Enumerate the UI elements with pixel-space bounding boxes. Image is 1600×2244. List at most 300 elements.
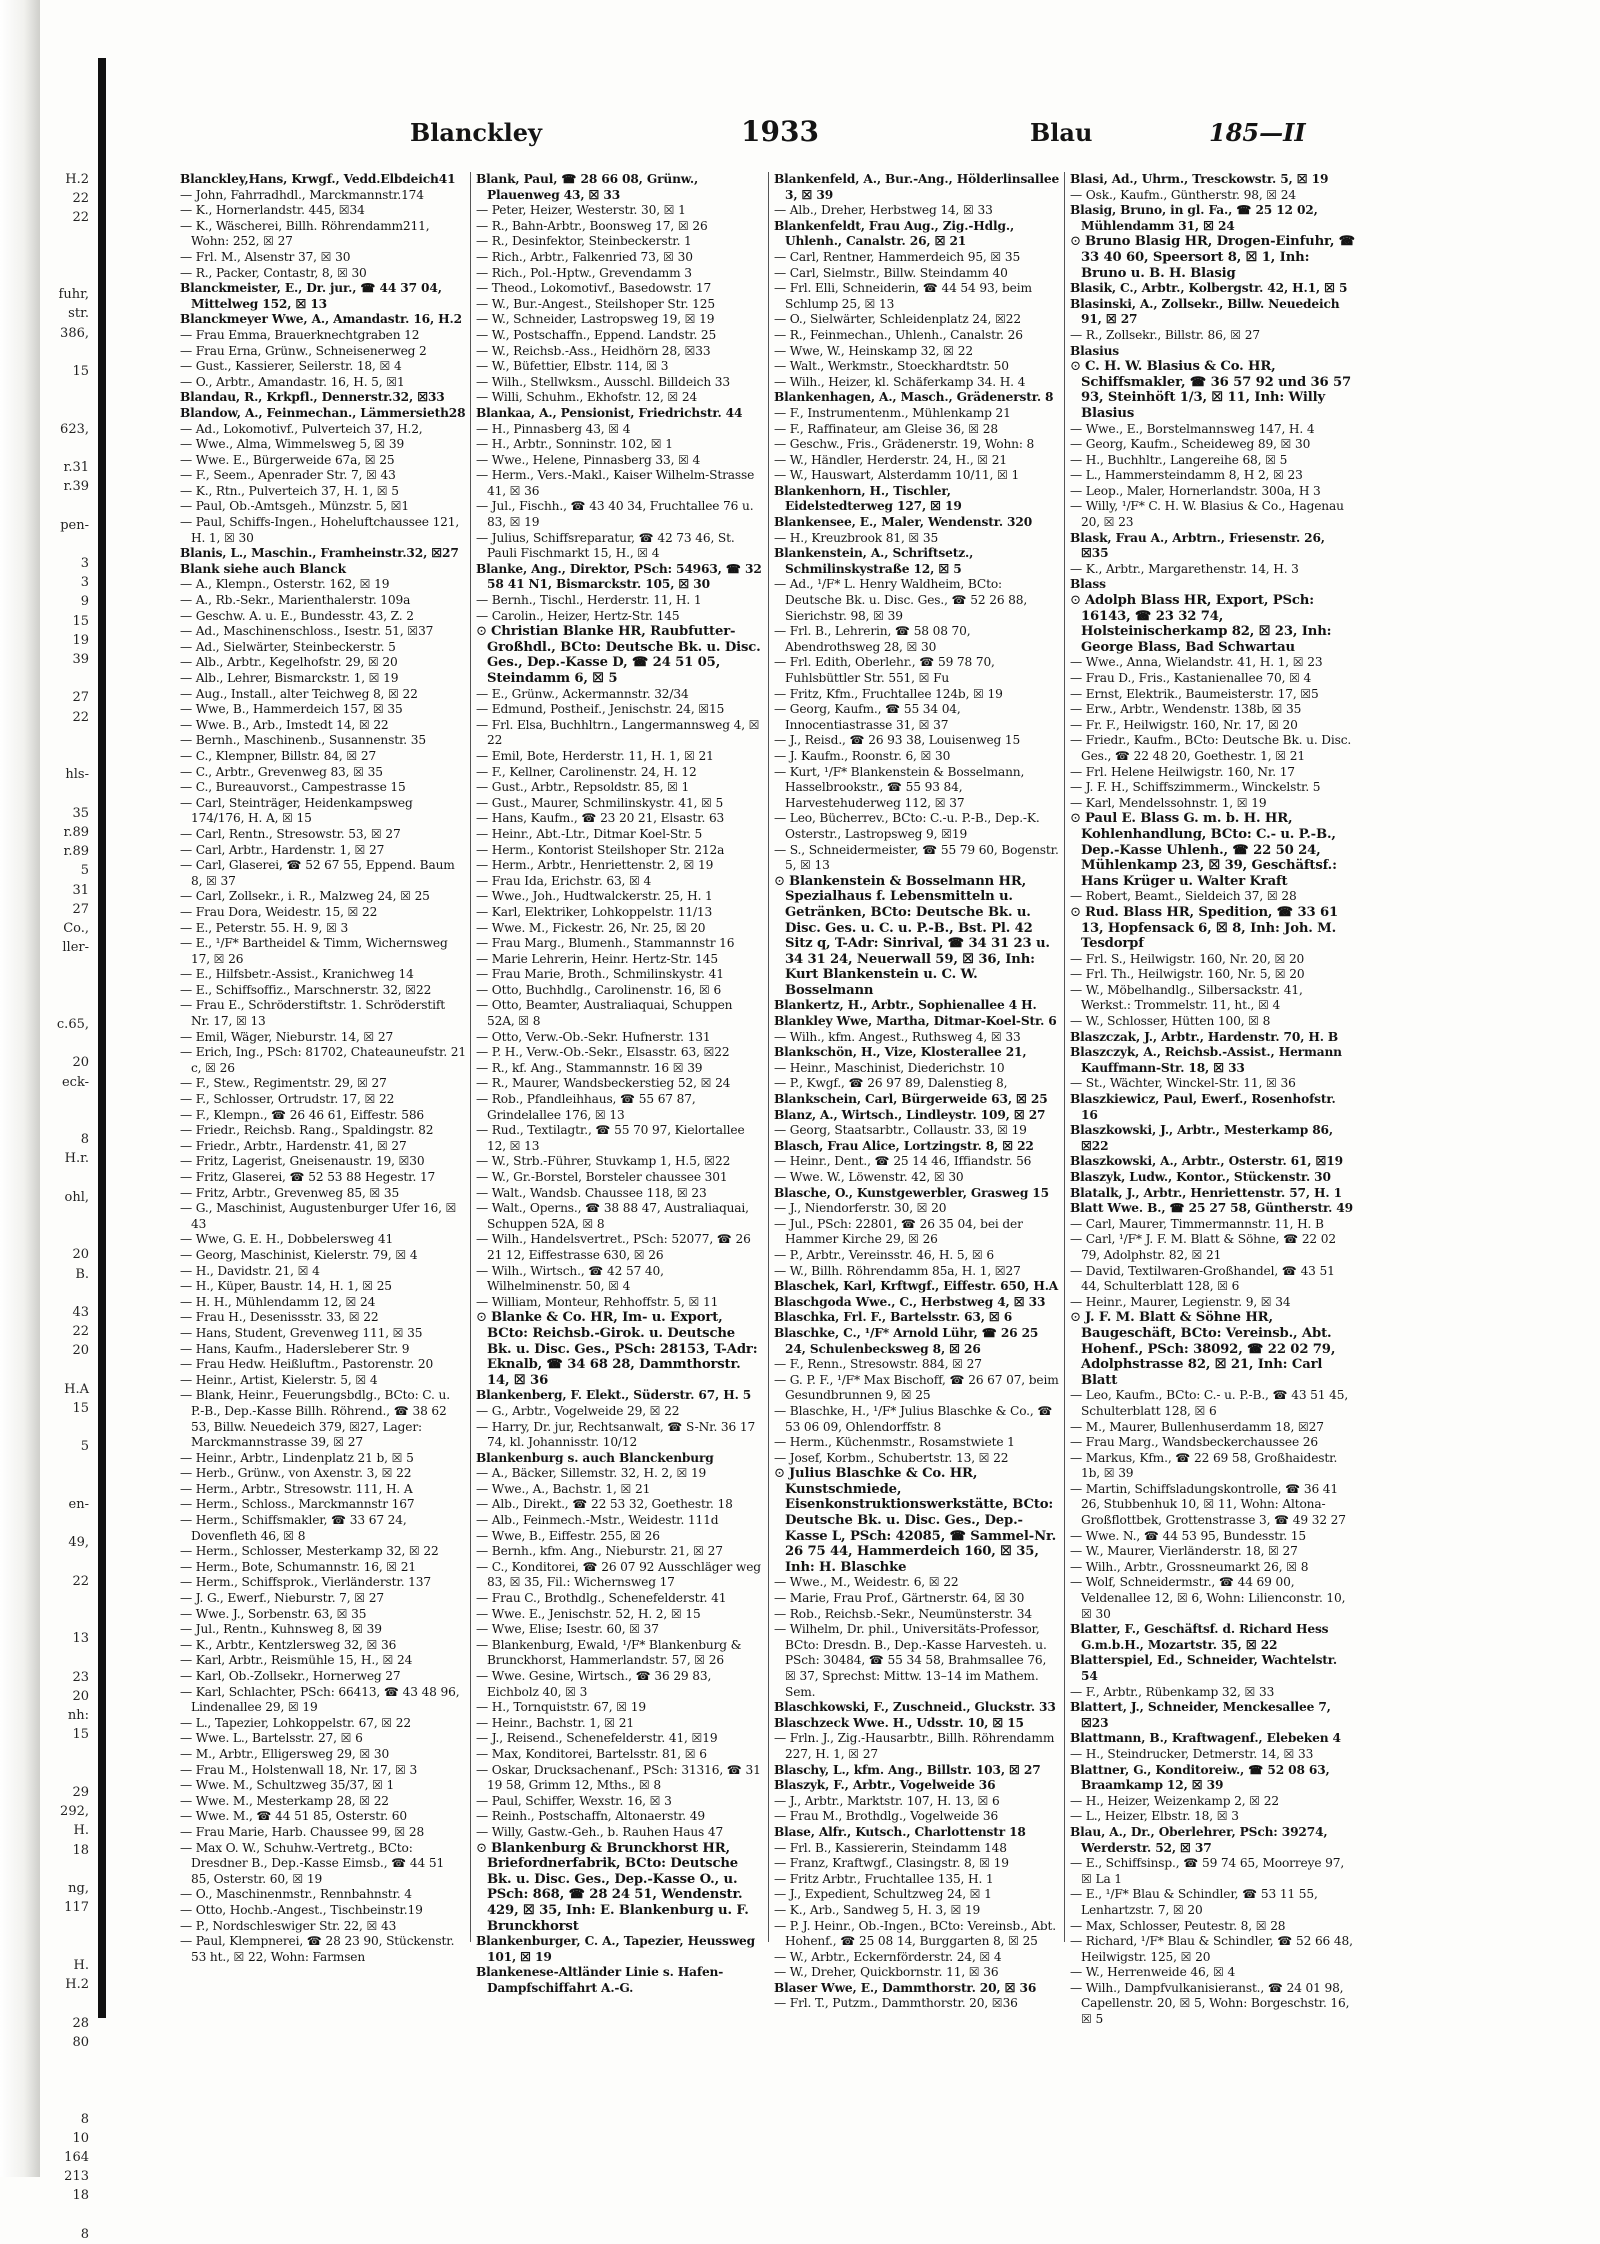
directory-entry: — Fritz, Lagerist, Gneisenaustr. 19, ☒30 — [180, 1154, 425, 1169]
column-divider — [470, 172, 471, 1942]
directory-entry: — Georg, Kaufm., ☎ 55 34 04, Innocentiastrasse 31, ☒ 37 — [774, 702, 961, 732]
firm-entry: ⊙ J. F. M. Blatt & Söhne HR, Baugeschäft, BCto: Vereinsb., Abt. Hohenf., PSch: 38092, ☎ 22 02 79, Adolphstrasse 82, ☒ 21, Inh: Carl Blatt — [1070, 1310, 1356, 1388]
directory-entry: — R., Maurer, Wandsbeckerstieg 52, ☒ 24 — [476, 1076, 731, 1091]
directory-entry: — Carl, Glaserei, ☎ 52 67 55, Eppend. Baum 8, ☒ 37 — [180, 858, 455, 888]
directory-entry: — Frau Ida, Erichstr. 63, ☒ 4 — [476, 873, 652, 888]
directory-entry: — Jul., PSch: 22801, ☎ 26 35 04, bei der Hammer Kirche 29, ☒ 26 — [774, 1216, 1023, 1247]
directory-entry: — Carl, Arbtr., Hardenstr. 1, ☒ 27 — [180, 842, 385, 857]
surname-entry: Blaschzeck Wwe. H., Udsstr. 10, ☒ 15 — [774, 1715, 1024, 1730]
left-page-fragment: 39 — [72, 652, 89, 668]
directory-entry: — Wilhelm, Dr. phil., Universitäts-Professor, BCto: Dresdn. B., Dep.-Kasse Harvesteh. u. PSch: 30484, ☎ 55 34 58, Brahmsallee 76, ☒ 37, Sprechst: Mittw. 13–14 im Mathem. Sem. — [774, 1622, 1047, 1699]
directory-entry: — Wwe., Joh., Hudtwalckerstr. 25, H. 1 — [476, 889, 713, 904]
column-3 — [774, 172, 1060, 2011]
firm-entry: ⊙ Blankenstein & Bosselmann HR, Spezialhaus f. Lebensmitteln u. Getränken, BCto: Deutsche Bk. u. Disc. Ges. u. C. u. P.-B., Bst. Pl. 42 Sitz q, T-Adr: Sinrival, ☎ 34 31 23 u. 34 31 24, Neuerwall 59, ☒ 36, Inh: Kurt Blankenstein u. C. W. Bosselmann — [774, 874, 1060, 999]
left-page-fragment: c.65, — [56, 1016, 89, 1032]
directory-entry: — Frau Dora, Weidestr. 15, ☒ 22 — [180, 904, 378, 919]
directory-entry: — Herm., Vers.-Makl., Kaiser Wilhelm-Strasse 41, ☒ 36 — [476, 468, 755, 498]
directory-entry: — F., Klempn., ☎ 26 46 61, Eiffestr. 586 — [180, 1107, 425, 1122]
left-page-fragment: Co., — [63, 920, 89, 936]
directory-entry: — Wilh., Dampfvulkanisieranst., ☎ 24 01 98, Capellenstr. 20, ☒ 5, Wohn: Borgeschstr. 16, ☒ 5 — [1070, 1980, 1350, 2027]
directory-entry: — E., ¹/F* Blau & Schindler, ☎ 53 11 55, Lenhartzstr. 7, ☒ 20 — [1070, 1887, 1318, 1917]
left-page-fragment — [0, 247, 95, 266]
directory-entry: — Frau H., Desenissstr. 33, ☒ 22 — [180, 1310, 379, 1325]
surname-entry: Blaszczak, J., Arbtr., Hardenstr. 70, H. B — [1070, 1029, 1339, 1044]
directory-entry: — Herm., Schlosser, Mesterkamp 32, ☒ 22 — [180, 1544, 439, 1559]
directory-entry: — Herm., Schiffsprok., Vierländerstr. 137 — [180, 1575, 431, 1590]
directory-entry: — Hans, Kaufm., Hadersleberer Str. 9 — [180, 1341, 410, 1356]
directory-entry: — Carl, ¹/F* J. F. M. Blatt & Söhne, ☎ 22 02 79, Adolphstr. 82, ☒ 21 — [1070, 1232, 1336, 1262]
directory-entry: — Wwe., M., Weidestr. 6, ☒ 22 — [774, 1575, 959, 1590]
directory-entry: — E., Grünw., Ackermannstr. 32/34 — [476, 686, 689, 701]
directory-columns — [180, 172, 1370, 2027]
directory-entry: — Paul, Ob.-Amtsgeh., Münzstr. 5, ☒1 — [180, 499, 410, 514]
directory-entry: — Heinr., Maschinist, Diederichstr. 10 — [774, 1060, 1005, 1075]
surname-entry: Blaszkowski, J., Arbtr., Mesterkamp 86, ☒22 — [1070, 1123, 1333, 1153]
surname-entry: Blaschke, C., ¹/F* Arnold Lühr, ☎ 26 25 24, Schulenbecksweg 8, ☒ 26 — [774, 1325, 1039, 1356]
directory-entry: — P., Kwgf., ☎ 26 97 89, Dalenstieg 8, — [774, 1076, 1008, 1091]
directory-entry: — W., Möbelhandlg., Silbersackstr. 41, Werkst.: Trommelstr. 11, ht., ☒ 4 — [1070, 982, 1303, 1013]
left-page-fragment: r.39 — [63, 479, 89, 495]
directory-entry: — Wwe. M., ☎ 44 51 85, Osterstr. 60 — [180, 1809, 407, 1824]
left-page-fragment: 9 — [80, 594, 89, 610]
left-page-fragment — [0, 1764, 95, 1783]
left-page-fragment: 213 — [64, 2169, 89, 2185]
directory-entry: — Frau Marie, Broth., Schmilinskystr. 41 — [476, 967, 724, 982]
directory-entry: — Wwe. E., Bürgerweide 67a, ☒ 25 — [180, 452, 395, 467]
left-page-fragment: H.r. — [64, 1151, 89, 1167]
surname-entry: Blaszkowski, A., Arbtr., Osterstr. 61, ☒19 — [1070, 1154, 1343, 1169]
left-page-fragment: H. — [73, 1823, 89, 1839]
directory-entry: — Herm., Kontorist Steilshoper Str. 212a — [476, 842, 725, 857]
directory-entry: — W., Büfettier, Elbstr. 114, ☒ 3 — [476, 359, 669, 374]
surname-entry: Blandow, A., Feinmechan., Lämmersieth28 — [180, 405, 466, 420]
directory-entry: — Wwe. J., Sorbenstr. 63, ☒ 35 — [180, 1606, 367, 1621]
directory-entry: — Reinh., Postschaffn, Altonaerstr. 49 — [476, 1809, 705, 1824]
previous-page-fragment — [0, 170, 95, 2242]
surname-entry: Blanke, Ang., Direktor, PSch: 54963, ☎ 32 58 41 N1, Bismarckstr. 105, ☒ 30 — [476, 561, 762, 592]
directory-entry: — Max O. W., Schuhw.-Vertretg., BCto: Dresdner B., Dep.-Kasse Eimsb., ☎ 44 51 85, Osterstr. 60, ☒ 19 — [180, 1840, 445, 1886]
left-page-fragment — [0, 996, 95, 1015]
directory-entry: — M., Maurer, Bullenhuserdamm 18, ☒27 — [1070, 1419, 1324, 1434]
directory-entry: — E., Schiffsoffiz., Marschnerstr. 32, ☒22 — [180, 982, 432, 997]
directory-entry: — Herb., Grünw., von Axenstr. 3, ☒ 22 — [180, 1466, 412, 1481]
directory-entry: — C., Klempner, Billstr. 84, ☒ 27 — [180, 748, 377, 763]
directory-entry: — M., Arbtr., Elligersweg 29, ☒ 30 — [180, 1746, 390, 1761]
directory-entry: — Otto, Hochb.-Angest., Tischbeinstr.19 — [180, 1902, 423, 1917]
directory-entry: — Frau Hedw. Heißluftm., Pastorenstr. 20 — [180, 1357, 434, 1372]
left-page-fragment: hls- — [65, 767, 89, 783]
firm-entry: ⊙ Julius Blaschke & Co. HR, Kunstschmiede, Eisenkonstruktionswerkstätte, BCto: Deutsche Bk. u. Disc. Ges., Dep.-Kasse L, PSch: 42085, ☎ Sammel-Nr. 26 75 44, Hammerdeich 160, ☒ 35, Inh: H. Blaschke — [774, 1466, 1060, 1575]
surname-entry: Blasinski, A., Zollsekr., Billw. Neuedeich 91, ☒ 27 — [1070, 296, 1340, 327]
directory-entry: — Heinr., Arbtr., Lindenplatz 21 b, ☒ 5 — [180, 1450, 414, 1465]
directory-entry: — G. P. F., ¹/F* Max Bischoff, ☎ 26 67 07, beim Gesundbrunnen 9, ☒ 25 — [774, 1372, 1059, 1403]
directory-entry: — F., Arbtr., Rübenkamp 32, ☒ 33 — [1070, 1684, 1275, 1699]
surname-entry: Blankenese-Altländer Linie s. Hafen-Dampfschiffahrt A.-G. — [476, 1965, 724, 1995]
directory-entry: — Wwe. B., Arb., Imstedt 14, ☒ 22 — [180, 717, 389, 732]
directory-entry: — Carl, Sielmstr., Billw. Steindamm 40 — [774, 265, 1008, 280]
directory-entry: — Wwe, B., Hammerdeich 157, ☒ 35 — [180, 702, 403, 717]
directory-entry: — Alb., Direkt., ☎ 22 53 32, Goethestr. 18 — [476, 1497, 733, 1512]
firm-entry: ⊙ Blanke & Co. HR, Im- u. Export, BCto: Reichsb.-Girok. u. Deutsche Bk. u. Disc. Ges., PSch: 28153, T-Adr: Eknalb, ☎ 34 68 28, Dammthorstr. 14, ☒ 36 — [476, 1310, 762, 1388]
directory-entry: — Herm., Küchenmstr., Rosamstwiete 1 — [774, 1435, 1015, 1450]
surname-entry: Blaszyk, Ludw., Kontor., Stückenstr. 30 — [1070, 1170, 1331, 1184]
column-2 — [476, 172, 762, 1995]
left-page-fragment — [0, 1649, 95, 1668]
directory-entry: — Herm., Schiffsmakler, ☎ 33 67 24, Dovenfleth 46, ☒ 8 — [180, 1513, 407, 1543]
directory-entry: — Wwe., Alma, Wimmelsweg 5, ☒ 39 — [180, 437, 405, 452]
directory-entry: — Fritz, Glaserei, ☎ 52 53 88 Hegestr. 17 — [180, 1170, 436, 1184]
directory-entry: — Blank, Heinr., Feuerungsbdlg., BCto: C. u. P.-B., Dep.-Kasse Billh. Röhrend., ☎ 38 62 53, Billw. Neuedeich 379, ☒27, Lager: Marckmannstrasse 39, ☒ 27 — [180, 1388, 450, 1450]
directory-entry: — P. H., Verw.-Ob.-Sekr., Elsasstr. 63, ☒22 — [476, 1045, 730, 1060]
directory-entry: — Ad., Sielwärter, Steinbeckerstr. 5 — [180, 639, 396, 654]
left-page-fragment — [0, 1034, 95, 1053]
surname-entry: Blasi, Ad., Uhrm., Tresckowstr. 5, ☒ 19 — [1070, 172, 1329, 186]
directory-entry: — Wilh., Handelsvertret., PSch: 52077, ☎ 26 21 12, Eiffestrasse 630, ☒ 26 — [476, 1232, 751, 1262]
left-page-fragment — [0, 957, 95, 976]
left-page-fragment: 8 — [80, 2111, 89, 2127]
left-page-fragment: 43 — [72, 1304, 89, 1320]
directory-entry: — W., Hauswart, Alsterdamm 10/11, ☒ 1 — [774, 468, 1020, 483]
left-page-fragment — [0, 1361, 95, 1380]
left-page-fragment: 5 — [80, 1439, 89, 1455]
directory-entry: — Robert, Beamt., Sieldeich 37, ☒ 28 — [1070, 889, 1297, 904]
firm-entry: ⊙ C. H. W. Blasius & Co. HR, Schiffsmakler, ☎ 36 57 92 und 36 57 93, Steinhöft 1/3, ☒ 11, Inh: Willy Blasius — [1070, 359, 1356, 421]
directory-entry: — Bernh., Tischl., Herderstr. 11, H. 1 — [476, 593, 702, 608]
left-page-fragment — [0, 228, 95, 247]
directory-entry: — Marie Lehrerin, Heinr. Hertz-Str. 145 — [476, 951, 718, 966]
left-page-fragment — [0, 727, 95, 746]
surname-entry: Blattner, G., Konditoreiw., ☎ 52 08 63, Braamkamp 12, ☒ 39 — [1070, 1762, 1330, 1793]
left-page-fragment — [0, 2052, 95, 2071]
directory-entry: — Wwe, G. E. H., Dobbelersweg 41 — [180, 1232, 394, 1247]
directory-entry: — Friedr., Arbtr., Hardenstr. 41, ☒ 27 — [180, 1138, 407, 1153]
directory-entry: — Fritz Arbtr., Fruchtallee 135, H. 1 — [774, 1871, 994, 1886]
directory-entry: — Carl, Steinträger, Heidenkampsweg 174/176, H. A, ☒ 15 — [180, 795, 413, 826]
surname-entry: Blank, Paul, ☎ 28 66 08, Grünw., Plauenweg 43, ☒ 33 — [476, 172, 699, 202]
directory-entry: — F., Instrumentenm., Mühlenkamp 21 — [774, 405, 1011, 420]
left-page-fragment: nh: — [67, 1708, 89, 1724]
left-page-fragment — [0, 439, 95, 458]
left-page-fragment: r.89 — [63, 824, 89, 840]
left-page-fragment — [0, 2090, 95, 2109]
directory-entry: — Frl. Helene Heilwigstr. 160, Nr. 17 — [1070, 764, 1295, 779]
header-last-word: Blau — [1030, 118, 1093, 147]
left-page-fragment: 117 — [64, 1900, 89, 1916]
left-page-fragment — [0, 400, 95, 419]
directory-entry: — Frau C., Brothdlg., Schenefelderstr. 41 — [476, 1591, 727, 1606]
directory-entry: — Osk., Kaufm., Güntherstr. 98, ☒ 24 — [1070, 187, 1296, 202]
left-page-fragment: 29 — [72, 1785, 89, 1801]
left-page-fragment: 18 — [72, 1842, 89, 1858]
directory-entry: — K., Wäscherei, Billh. Röhrendamm211, Wohn: 252, ☒ 27 — [180, 218, 430, 249]
left-page-fragment — [0, 1111, 95, 1130]
left-page-fragment: ller- — [62, 940, 89, 956]
directory-entry: — R., Feinmechan., Uhlenh., Canalstr. 26 — [774, 327, 1023, 342]
directory-entry: — F., Kellner, Carolinenstr. 24, H. 12 — [476, 764, 697, 779]
directory-entry: — Wilh., Wirtsch., ☎ 42 57 40, Wilhelminenstr. 50, ☒ 4 — [476, 1263, 664, 1294]
surname-entry: Blaszkiewicz, Paul, Ewerf., Rosenhofstr. 16 — [1070, 1092, 1336, 1122]
left-page-fragment: en- — [68, 1497, 89, 1513]
left-page-fragment: 164 — [64, 2149, 89, 2165]
directory-entry: — W., Dreher, Quickbornstr. 11, ☒ 36 — [774, 1965, 999, 1980]
directory-entry: — H., Arbtr., Sonninstr. 102, ☒ 1 — [476, 437, 673, 452]
directory-entry: — Herm., Arbtr., Stresowstr. 111, H. A — [180, 1481, 413, 1496]
left-page-fragment: 35 — [72, 805, 89, 821]
surname-entry: Blankenstein, A., Schriftsetz., Schmilinskystraße 12, ☒ 5 — [774, 546, 974, 576]
surname-entry: Blaschkowski, F., Zuschneid., Gluckstr. 33 — [774, 1700, 1056, 1715]
left-page-fragment — [0, 496, 95, 515]
surname-entry: Blandau, R., Krkpfl., Dennerstr.32, ☒33 — [180, 390, 445, 405]
directory-entry: — John, Fahrradhdl., Marckmannstr.174 — [180, 187, 424, 202]
left-page-fragment: 15 — [72, 1727, 89, 1743]
directory-entry: — Herm., Arbtr., Henriettenstr. 2, ☒ 19 — [476, 858, 714, 873]
directory-entry: — O., Arbtr., Amandastr. 16, H. 5, ☒1 — [180, 374, 405, 389]
directory-entry: — Fritz, Arbtr., Grevenweg 85, ☒ 35 — [180, 1185, 400, 1200]
directory-entry: — F., Renn., Stresowstr. 884, ☒ 27 — [774, 1357, 982, 1372]
left-page-fragment: 20 — [72, 1343, 89, 1359]
directory-entry: — J. G., Ewerf., Nieburstr. 7, ☒ 27 — [180, 1591, 384, 1606]
column-1 — [180, 172, 466, 1964]
directory-entry: — W., Arbtr., Eckernförderstr. 24, ☒ 4 — [774, 1949, 1002, 1964]
column-4 — [1070, 172, 1356, 2027]
directory-entry: — R., Zollsekr., Billstr. 86, ☒ 27 — [1070, 327, 1260, 342]
directory-entry: — H., Pinnasberg 43, ☒ 4 — [476, 421, 631, 436]
directory-entry: — R., kf. Ang., Stammannstr. 16 ☒ 39 — [476, 1060, 703, 1075]
surname-entry: Blankensee, E., Maler, Wendenstr. 320 — [774, 515, 1033, 530]
directory-entry: — Wwe., Helene, Pinnasberg 33, ☒ 4 — [476, 452, 701, 467]
directory-entry: — F., Raffinateur, am Gleise 36, ☒ 28 — [774, 421, 998, 436]
directory-entry: — H., Davidstr. 21, ☒ 4 — [180, 1263, 320, 1278]
directory-entry: — Franz, Kraftwgf., Clasingstr. 8, ☒ 19 — [774, 1856, 1009, 1871]
surname-entry: Blatterspiel, Ed., Schneider, Wachtelstr. 54 — [1070, 1653, 1338, 1683]
left-page-fragment — [0, 1226, 95, 1245]
directory-entry: — Wwe. Gesine, Wirtsch., ☎ 36 29 83, Eichbolz 40, ☒ 3 — [476, 1669, 712, 1699]
directory-entry: — Leo, Bücherrev., BCto: C.-u. P.-B., Dep.-K. Osterstr., Lastropsweg 9, ☒19 — [774, 811, 1040, 841]
directory-entry: — Wwe. M., Mesterkamp 28, ☒ 22 — [180, 1793, 389, 1808]
directory-entry: — W., Gr.-Borstel, Borsteler chaussee 301 — [476, 1170, 728, 1184]
left-page-fragment — [0, 1937, 95, 1956]
directory-entry: — H., Buchhltr., Langereihe 68, ☒ 5 — [1070, 452, 1288, 467]
directory-entry: — Carl, Maurer, Timmermannstr. 11, H. B — [1070, 1216, 1324, 1231]
left-page-fragment: 15 — [72, 364, 89, 380]
directory-entry: — F., Schlosser, Ortrudstr. 17, ☒ 22 — [180, 1092, 395, 1107]
left-page-fragment: 18 — [72, 2188, 89, 2204]
left-page-fragment — [0, 1092, 95, 1111]
directory-entry: — P., Arbtr., Vereinsstr. 46, H. 5, ☒ 6 — [774, 1247, 995, 1262]
left-page-fragment — [0, 746, 95, 765]
left-page-fragment: 20 — [72, 1247, 89, 1263]
directory-entry: — Gust., Kassierer, Seilerstr. 18, ☒ 4 — [180, 359, 402, 374]
surname-entry: Blaschek, Karl, Krftwgf., Eiffestr. 650, H.A — [774, 1279, 1059, 1294]
directory-entry: — Gust., Arbtr., Repsoldstr. 85, ☒ 1 — [476, 780, 690, 795]
left-page-fragment — [0, 1553, 95, 1572]
firm-entry: ⊙ Blankenburg & Brunckhorst HR, Briefordnerfabrik, BCto: Deutsche Bk. u. Disc. Ges., Dep.-Kasse O., u. PSch: 868, ☎ 28 24 51, Wendenstr. 429, ☒ 35, Inh: E. Blankenburg u. F. Brunckhorst — [476, 1841, 762, 1935]
left-page-fragment: 27 — [72, 901, 89, 917]
directory-entry: — H., Küper, Baustr. 14, H. 1, ☒ 25 — [180, 1279, 392, 1294]
surname-entry: Blankschein, Carl, Bürgerweide 63, ☒ 25 — [774, 1092, 1048, 1107]
directory-entry: — Walt., Wandsb. Chaussee 118, ☒ 23 — [476, 1185, 707, 1200]
left-page-fragment — [0, 1207, 95, 1226]
directory-entry: — Wwe, B., Eiffestr. 255, ☒ 26 — [476, 1528, 660, 1543]
directory-entry: — Carl, Rentner, Hammerdeich 95, ☒ 35 — [774, 249, 1021, 264]
directory-entry: — Richard, ¹/F* Blau & Schindler, ☎ 52 66 48, Heilwigstr. 125, ☒ 20 — [1070, 1934, 1353, 1964]
directory-entry: — Wwe. N., ☎ 44 53 95, Bundesstr. 15 — [1070, 1528, 1306, 1543]
left-page-fragment: H.2 — [65, 172, 89, 187]
directory-entry: — Jul., Fischh., ☎ 43 40 34, Fruchtallee 76 u. 83, ☒ 19 — [476, 499, 754, 530]
directory-entry: — H., Tornquiststr. 67, ☒ 19 — [476, 1700, 646, 1715]
left-page-fragment: 22 — [72, 1324, 89, 1340]
left-page-fragment: 19 — [72, 632, 89, 648]
left-page-fragment — [0, 1284, 95, 1303]
directory-entry: — W., Bur.-Angest., Steilshoper Str. 125 — [476, 296, 715, 311]
directory-entry: — Frau Emma, Brauerknechtgraben 12 — [180, 327, 420, 342]
directory-entry: — Herm., Bote, Schumannstr. 16, ☒ 21 — [180, 1559, 417, 1574]
directory-entry: — C., Bureauvorst., Campestrasse 15 — [180, 780, 406, 795]
directory-entry: — Karl, Mendelssohnstr. 1, ☒ 19 — [1070, 795, 1267, 810]
directory-entry: — K., Rtn., Pulverteich 37, H. 1, ☒ 5 — [180, 483, 399, 498]
surname-entry: Blanckmeister, E., Dr. jur., ☎ 44 37 04, Mittelweg 152, ☒ 13 — [180, 281, 442, 311]
left-page-fragment: pen- — [60, 517, 89, 533]
directory-entry: — E., Peterstr. 55. H. 9, ☒ 3 — [180, 920, 349, 935]
directory-entry: — O., Sielwärter, Schleidenplatz 24, ☒22 — [774, 312, 1021, 327]
directory-entry: — William, Monteur, Rehhoffstr. 5, ☒ 11 — [476, 1294, 719, 1309]
directory-entry: — Leop., Maler, Hornerlandstr. 300a, H 3 — [1070, 483, 1321, 498]
directory-entry: — S., Schneidermeister, ☎ 55 79 60, Bogenstr. 5, ☒ 13 — [774, 842, 1059, 873]
surname-entry: Blankertz, H., Arbtr., Sophienallee 4 H. — [774, 998, 1037, 1013]
directory-entry: — A., Rb.-Sekr., Marienthalerstr. 109a — [180, 593, 411, 608]
directory-entry: — Ernst, Elektrik., Baumeisterstr. 17, ☒5 — [1070, 686, 1319, 701]
directory-entry: — Geschw., Fris., Grädenerstr. 19, Wohn: 8 — [774, 437, 1035, 452]
directory-entry: — Karl, Arbtr., Reismühle 15, H., ☒ 24 — [180, 1653, 413, 1668]
directory-entry: — Frl. Elsa, Buchhltrn., Langermannsweg 4, ☒ 22 — [476, 717, 760, 748]
directory-entry: — Frau M., Holstenwall 18, Nr. 17, ☒ 3 — [180, 1762, 418, 1777]
directory-entry: — A., Klempn., Osterstr. 162, ☒ 19 — [180, 577, 390, 592]
directory-entry: — Harry, Dr. jur, Rechtsanwalt, ☎ S-Nr. 36 17 74, kl. Johannisstr. 10/12 — [476, 1419, 756, 1450]
directory-entry: — Herm., Schloss., Marckmannstr 167 — [180, 1497, 415, 1512]
page-number: 185—II — [1209, 118, 1306, 147]
directory-entry: — Emil, Wäger, Nieburstr. 14, ☒ 27 — [180, 1029, 394, 1044]
directory-entry: — R., Desinfektor, Steinbeckerstr. 1 — [476, 234, 692, 249]
directory-entry: — J., Arbtr., Marktstr. 107, H. 13, ☒ 6 — [774, 1793, 1000, 1808]
firm-entry: ⊙ Christian Blanke HR, Raubfutter-Großhdl., BCto: Deutsche Bk. u. Disc. Ges., Dep.-Kasse D, ☎ 24 51 05, Steindamm 6, ☒ 5 — [476, 624, 762, 686]
directory-entry: — Marie, Frau Prof., Gärtnerstr. 64, ☒ 30 — [774, 1591, 1025, 1606]
directory-entry: — W., Postschaffn., Eppend. Landstr. 25 — [476, 327, 717, 342]
left-page-fragment: 31 — [72, 882, 89, 898]
left-page-fragment: 10 — [72, 2130, 89, 2146]
left-page-fragment — [0, 381, 95, 400]
directory-entry: — Julius, Schiffsreparatur, ☎ 42 73 46, St. Pauli Fischmarkt 15, H., ☒ 4 — [476, 530, 735, 561]
left-page-fragment — [0, 1917, 95, 1936]
directory-entry: — Frau Marie, Harb. Chaussee 99, ☒ 28 — [180, 1824, 425, 1839]
directory-entry: — Paul, Schiffer, Wexstr. 16, ☒ 3 — [476, 1793, 672, 1808]
directory-entry: — Gust., Maurer, Schmilinskystr. 41, ☒ 5 — [476, 795, 724, 810]
surname-entry: Blankley Wwe, Martha, Ditmar-Koel-Str. 6 — [774, 1014, 1057, 1029]
directory-entry: — Wwe, W., Heinskamp 32, ☒ 22 — [774, 343, 973, 358]
left-page-fragment — [0, 1457, 95, 1476]
directory-entry: — Theod., Lokomotivf., Basedowstr. 17 — [476, 281, 712, 296]
directory-entry: — Rich., Pol.-Hptw., Grevendamm 3 — [476, 265, 692, 280]
directory-entry: — Oskar, Drucksachenanf., PSch: 31316, ☎ 31 19 58, Grimm 12, Mths., ☒ 8 — [476, 1762, 761, 1793]
directory-entry: — Alb., Lehrer, Bismarckstr. 1, ☒ 19 — [180, 671, 399, 685]
left-page-fragment: 49, — [68, 1535, 89, 1551]
directory-entry: — G., Arbtr., Vogelweide 29, ☒ 22 — [476, 1403, 680, 1418]
directory-entry: — Emil, Bote, Herderstr. 11, H. 1, ☒ 21 — [476, 748, 714, 763]
surname-entry: Blasig, Bruno, in gl. Fa., ☎ 25 12 02, Mühlendamm 31, ☒ 24 — [1070, 203, 1318, 233]
surname-entry: Blasius — [1070, 343, 1119, 358]
left-page-fragment — [0, 1860, 95, 1879]
surname-entry: Blaszyk, F., Arbtr., Vogelweide 36 — [774, 1778, 996, 1793]
directory-entry: — Carolin., Heizer, Hertz-Str. 145 — [476, 608, 680, 623]
directory-entry: — Edmund, Postheif., Jenischstr. 24, ☒15 — [476, 702, 725, 717]
directory-entry: — Alb., Arbtr., Kegelhofstr. 29, ☒ 20 — [180, 655, 398, 670]
directory-entry: — Rich., Arbtr., Falkenried 73, ☒ 30 — [476, 249, 693, 264]
left-page-fragment: 386, — [60, 325, 89, 341]
surname-entry: Blanckmeyer Wwe, A., Amandastr. 16, H.2 — [180, 312, 462, 327]
directory-entry: — Frau Erna, Grünw., Schneisenerweg 2 — [180, 343, 427, 358]
directory-entry: — C., Konditorei, ☎ 26 07 92 Ausschläger weg 83, ☒ 35, Fil.: Wichernsweg 17 — [476, 1559, 761, 1590]
directory-entry: — W., Billh. Röhrendamm 85a, H. 1, ☒27 — [774, 1263, 1021, 1278]
directory-entry: — Jul., Rentn., Kuhnsweg 8, ☒ 39 — [180, 1622, 382, 1637]
surname-entry: Blanz, A., Wirtsch., Lindleystr. 109, ☒ 27 — [774, 1107, 1046, 1122]
directory-entry: — J., Reisd., ☎ 26 93 38, Louisenweg 15 — [774, 733, 1021, 748]
directory-entry: — Georg, Maschinist, Kielerstr. 79, ☒ 4 — [180, 1247, 418, 1262]
directory-entry: — W., Herrenweide 46, ☒ 4 — [1070, 1965, 1236, 1980]
directory-entry: — Ad., ¹/F* L. Henry Waldheim, BCto: Deutsche Bk. u. Disc. Ges., ☎ 52 26 88, Sierichstr. 98, ☒ 39 — [774, 577, 1028, 623]
directory-entry: — J., Niendorferstr. 30, ☒ 20 — [774, 1201, 947, 1216]
directory-entry: — Carl, Rentn., Stresowstr. 53, ☒ 27 — [180, 826, 401, 841]
left-page-fragment: 27 — [72, 690, 89, 706]
directory-entry: — E., Schiffsinsp., ☎ 59 74 65, Moorreye 97, ☒ La 1 — [1070, 1856, 1345, 1886]
directory-entry: — R., Bahn-Arbtr., Boonsweg 17, ☒ 26 — [476, 218, 708, 233]
directory-entry: — Friedr., Kaufm., BCto: Deutsche Bk. u. Disc. Ges., ☎ 22 48 20, Goethestr. 1, ☒ 21 — [1070, 733, 1352, 763]
directory-entry: — Frau E., Schröderstiftstr. 1. Schröderstift Nr. 17, ☒ 13 — [180, 998, 445, 1029]
directory-entry: — Paul, Schiffs-Ingen., Hoheluftchaussee 121, H. 1, ☒ 30 — [180, 515, 460, 545]
directory-entry: — Fritz, Kfm., Fruchtallee 124b, ☒ 19 — [774, 686, 1003, 701]
left-page-fragment: ng, — [68, 1881, 89, 1897]
left-page-fragment: 28 — [72, 2015, 89, 2031]
directory-entry: — Max, Schlosser, Peutestr. 8, ☒ 28 — [1070, 1918, 1286, 1933]
directory-entry: — Wilh., kfm. Angest., Ruthsweg 4, ☒ 33 — [774, 1029, 1021, 1044]
directory-entry: — Frau Marg., Wandsbeckerchaussee 26 — [1070, 1435, 1318, 1450]
left-page-fragment — [0, 1418, 95, 1437]
directory-entry: — H., Steindrucker, Detmerstr. 14, ☒ 33 — [1070, 1746, 1314, 1761]
left-page-fragment: 15 — [72, 613, 89, 629]
directory-entry: — Ad., Lokomotivf., Pulverteich 37, H.2, — [180, 421, 423, 436]
directory-entry: — Frau D., Fris., Kastanienallee 70, ☒ 4 — [1070, 671, 1312, 685]
directory-entry: — Wwe., E., Borstelmannsweg 147, H. 4 — [1070, 421, 1315, 436]
directory-entry: — David, Textilwaren-Großhandel, ☎ 43 51 44, Schulterblatt 128, ☒ 6 — [1070, 1263, 1335, 1294]
surname-entry: Blankenfeld, A., Bur.-Ang., Hölderlinsallee 3, ☒ 39 — [774, 172, 1060, 202]
directory-entry: — Frl. S., Heilwigstr. 160, Nr. 20, ☒ 20 — [1070, 951, 1305, 966]
surname-entry: Blattmann, B., Kraftwagenf., Elebeken 4 — [1070, 1731, 1341, 1746]
directory-entry: — Leo, Kaufm., BCto: C.- u. P.-B., ☎ 43 51 45, Schulterblatt 128, ☒ 6 — [1070, 1388, 1349, 1418]
directory-entry: — Otto, Verw.-Ob.-Sekr. Hufnerstr. 131 — [476, 1029, 711, 1044]
directory-entry: — Max, Konditorei, Bartelsstr. 81, ☒ 6 — [476, 1746, 707, 1761]
surname-entry: Blaschka, Frl. F., Bartelsstr. 63, ☒ 6 — [774, 1310, 1013, 1325]
left-page-fragment — [0, 1514, 95, 1533]
directory-entry: — E., Hilfsbetr.-Assist., Kranichweg 14 — [180, 967, 414, 982]
surname-entry: Blaschy, L., kfm. Ang., Billstr. 103, ☒ 27 — [774, 1762, 1041, 1777]
left-page-fragment — [0, 1745, 95, 1764]
surname-entry: Blanis, L., Maschin., Framheinstr.32, ☒27 — [180, 546, 459, 561]
directory-entry: — Karl, Schlachter, PSch: 66413, ☎ 43 48 96, Lindenallee 29, ☒ 19 — [180, 1684, 460, 1715]
directory-entry: — Frau M., Brothdlg., Vogelweide 36 — [774, 1809, 999, 1824]
directory-entry: — Alb., Feinmech.-Mstr., Weidestr. 111d — [476, 1513, 719, 1528]
firm-entry: ⊙ Adolph Blass HR, Export, PSch: 16143, ☎ 23 32 74, Holsteinischerkamp 82, ☒ 23, Inh: George Blass, Bad Schwartau — [1070, 593, 1356, 655]
surname-entry: Blau, A., Dr., Oberlehrer, PSch: 39274, Werderstr. 52, ☒ 37 — [1070, 1824, 1328, 1855]
page-header — [120, 115, 1420, 154]
directory-entry: — Ad., Maschinenschloss., Isestr. 51, ☒37 — [180, 624, 434, 639]
